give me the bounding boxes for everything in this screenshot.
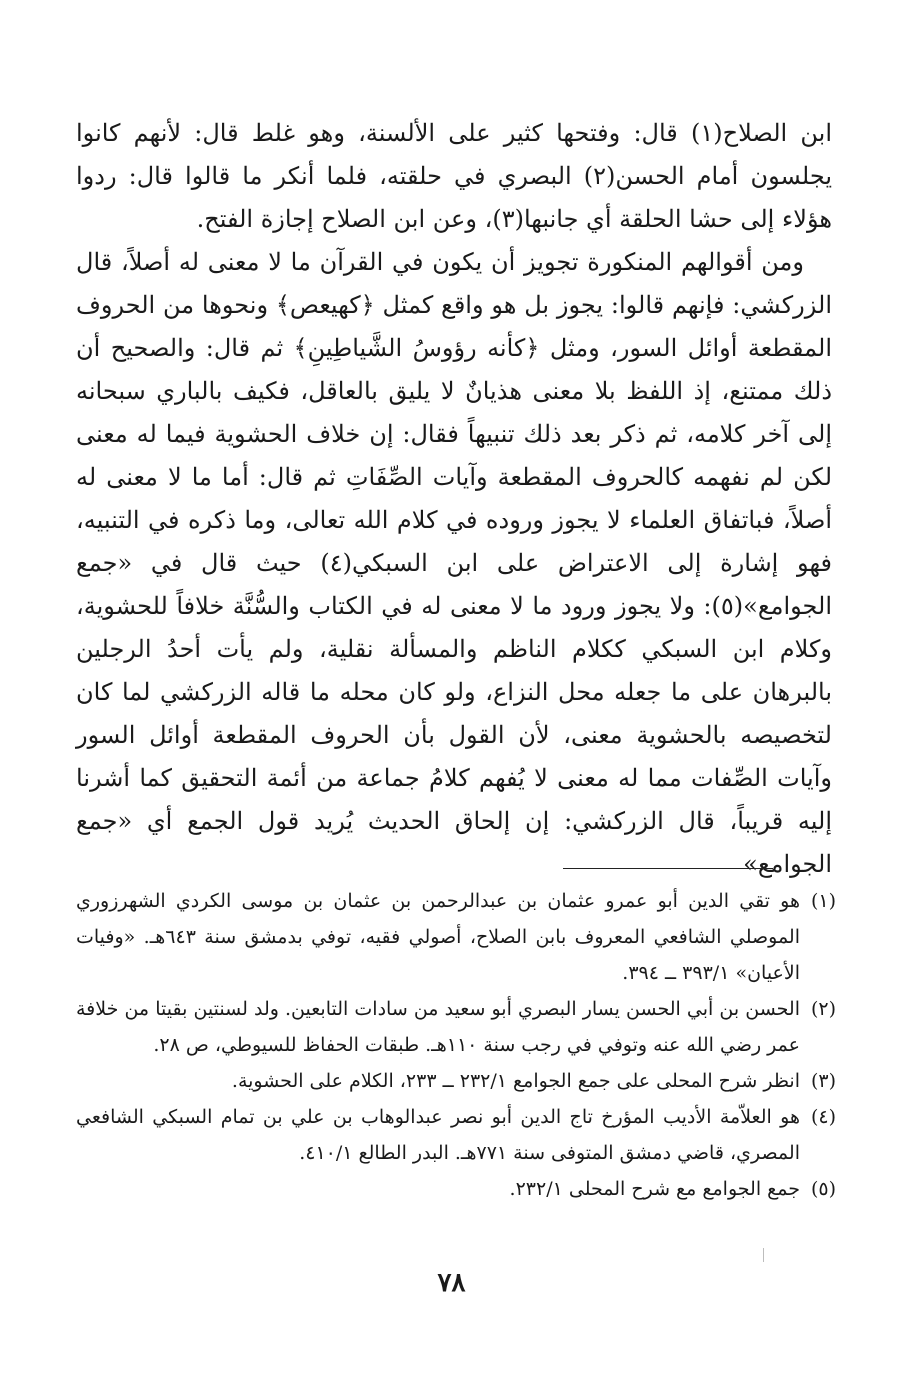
footnote-3 (76, 1063, 836, 1099)
paragraph-1: ابن الصلاح(١) قال: وفتحها كثير على الألسنة، وهو غلط قال: لأنهم كانوا يجلسون أمام الحسن(٢) البصري في حلقته، فلما أنكر ما قالوا قال: ردوا هؤلاء إلى حشا الحلقة أي جانبها(٣)، وعن ابن الصلاح إجازة الفتح. (76, 119, 833, 233)
footnote-5 (76, 1171, 836, 1207)
footnote-text: انظر شرح المحلى على جمع الجوامع ٢٣٢/١ ــ ٢٣٣، الكلام على الحشوية. (231, 1070, 800, 1092)
footnote-number: (٥) (810, 1178, 836, 1200)
footnote-1 (76, 883, 836, 991)
main-text-block (76, 112, 832, 886)
footnote-number: (٣) (810, 1070, 836, 1092)
footnote-number: (٤) (810, 1106, 836, 1128)
footnotes-section (76, 883, 836, 1207)
footnote-separator (563, 868, 773, 869)
page-number: ٧٨ (437, 1268, 466, 1298)
footnote-text: جمع الجوامع مع شرح المحلى ٢٣٢/١. (509, 1178, 800, 1200)
footnote-text: الحسن بن أبي الحسن يسار البصري أبو سعيد من سادات التابعين. ولد لسنتين بقيتا من خلافة عمر رضي الله عنه وتوفي في رجب سنة ١١٠هـ. طبقات الحفاظ للسيوطي، ص ٢٨. (76, 998, 800, 1056)
footnote-text: هو تقي الدين أبو عمرو عثمان بن عبدالرحمن بن عثمان بن موسى الكردي الشهرزوري الموصلي الشافعي المعروف بابن الصلاح، أصولي فقيه، توفي بدمشق سنة ٦٤٣هـ. «وفيات الأعيان» ٣٩٣/١ ــ ٣٩٤. (76, 890, 800, 984)
footnote-number: (١) (810, 890, 836, 912)
scan-mark (763, 1248, 764, 1262)
footnote-number: (٢) (810, 998, 836, 1020)
footnote-4 (76, 1099, 836, 1171)
footnote-text: هو العلاّمة الأديب المؤرخ تاج الدين أبو نصر عبدالوهاب بن علي بن تمام السبكي الشافعي المصري، قاضي دمشق المتوفى سنة ٧٧١هـ. البدر الطالع ٤١٠/١. (76, 1106, 800, 1164)
paragraph-2: ومن أقوالهم المنكورة تجويز أن يكون في القرآن ما لا معنى له أصلاً، قال الزركشي: فإنهم قالوا: يجوز بل هو واقع كمثل ﴿كهيعص﴾ ونحوها من الحروف المقطعة أوائل السور، ومثل ﴿كأنه رؤوسُ الشَّياطِينِ﴾ ثم قال: والصحيح أن ذلك ممتنع، إذ اللفظ بلا معنى هذيانٌ لا يليق بالعاقل، فكيف بالباري سبحانه إلى آخر كلامه، ثم ذكر بعد ذلك تنبيهاً فقال: إن خلاف الحشوية فيما له معنى لكن لم نفهمه كالحروف المقطعة وآيات الصِّفَاتِ ثم قال: أما ما لا معنى له أصلاً، فباتفاق العلماء لا يجوز وروده في كلام الله تعالى، وما ذكره في التنبيه، فهو إشارة إلى الاعتراض على ابن السبكي(٤) حيث قال في «جمع الجوامع»(٥): ولا يجوز ورود ما لا معنى له في الكتاب والسُّنَّة خلافاً للحشوية، وكلام ابن السبكي ككلام الناظم والمسألة نقلية، ولم يأت أحدُ الرجلين بالبرهان على ما جعله محل النزاع، ولو كان محله ما قاله الزركشي لما كان لتخصيصه بالحشوية معنى، لأن القول بأن الحروف المقطعة أوائل السور وآيات الصِّفات مما له معنى لا يُفهم كلامُ جماعة من أئمة التحقيق كما أشرنا إليه قريباً، قال الزركشي: إن إلحاق الحديث يُريد قول الجمع أي «جمع الجوامع» (76, 248, 832, 878)
footnote-2 (76, 991, 836, 1063)
